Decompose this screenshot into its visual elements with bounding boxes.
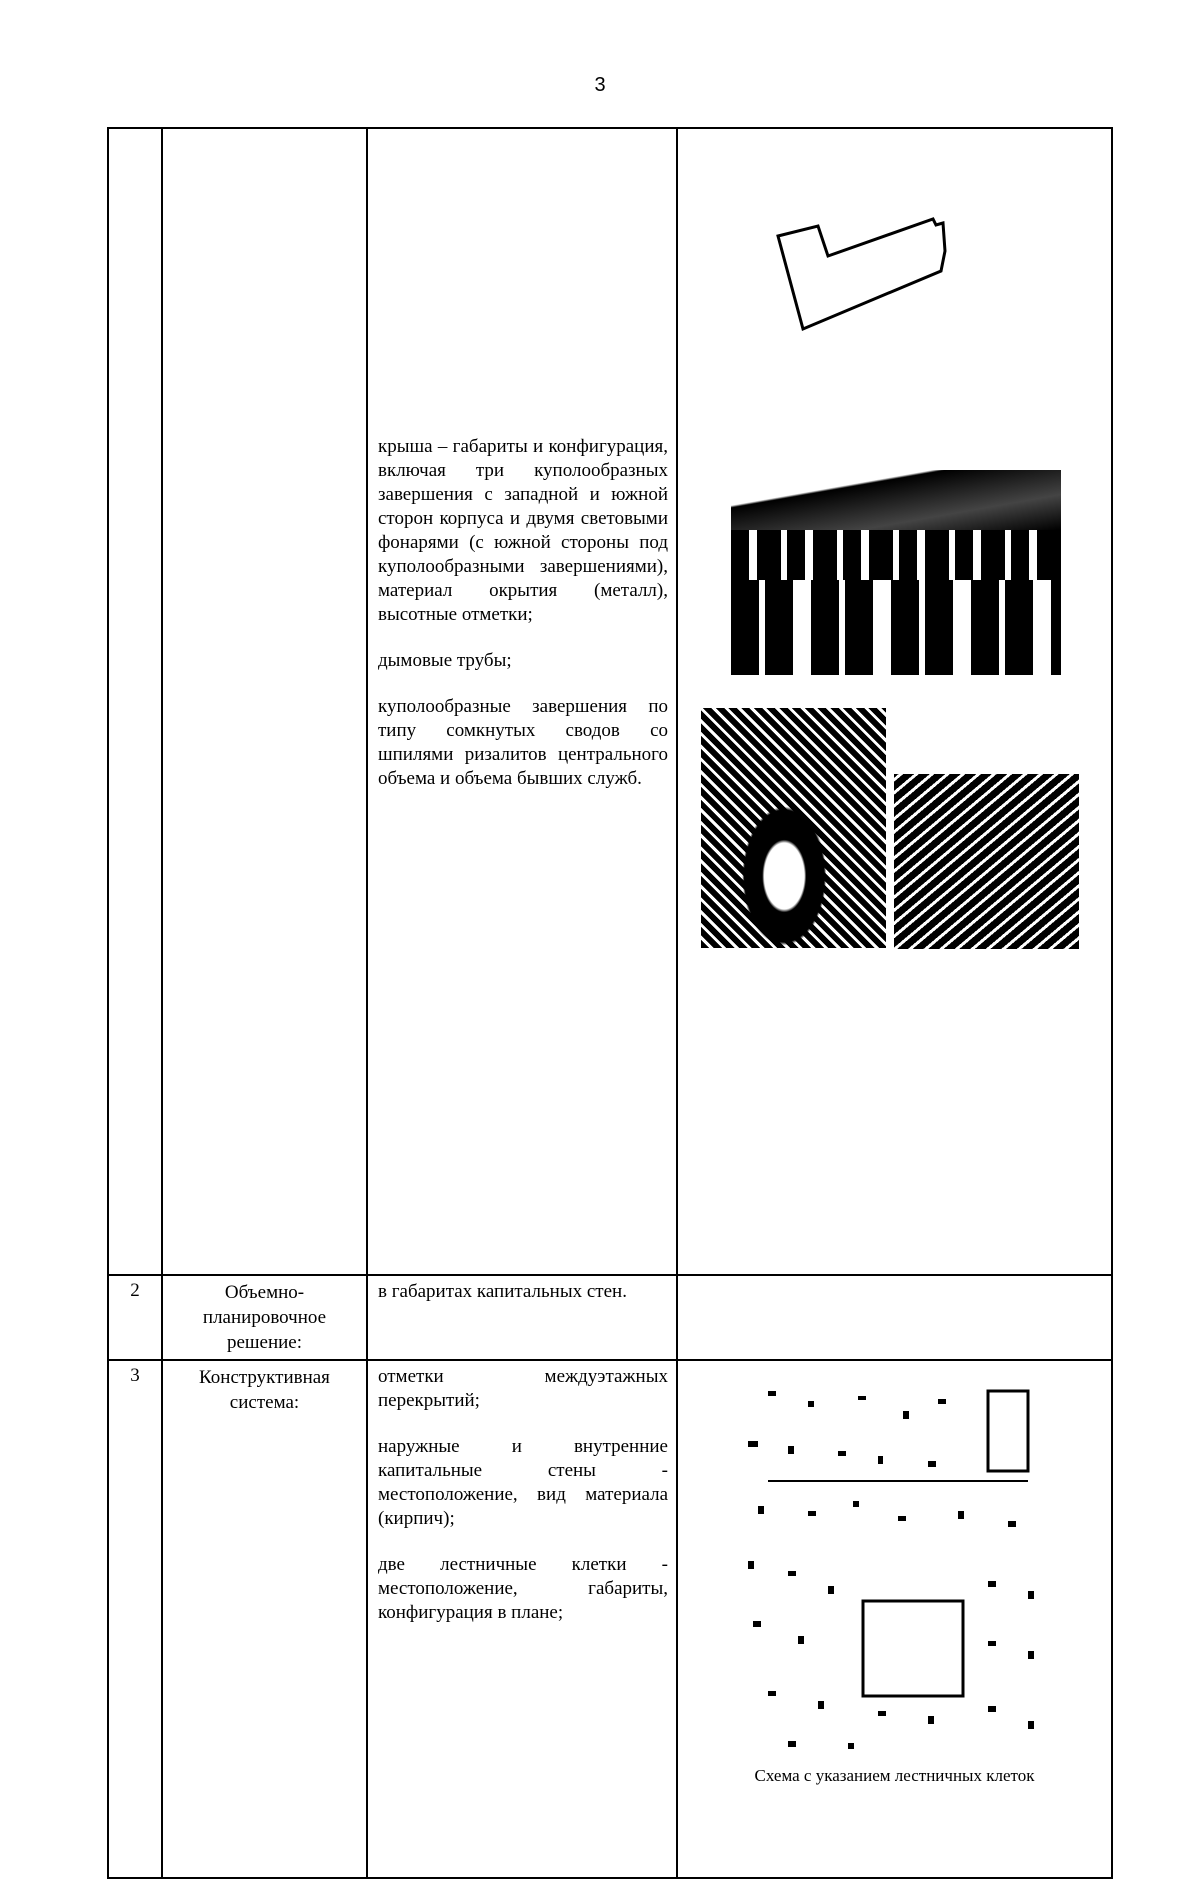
roof-outline-plan xyxy=(773,211,983,341)
description-paragraph: куполообразные завершения по типу сомкнутых сводов со шпилями ризалитов центрального объема и объема бывших служб. xyxy=(378,696,668,789)
floor-plan-stairwells xyxy=(728,1371,1068,1756)
protection-subject-table xyxy=(107,127,1113,1879)
description-paragraph: две лестничные клетки - местоположение, габариты, конфигурация в плане; xyxy=(378,1554,668,1623)
row-name xyxy=(162,128,367,1275)
table-row xyxy=(108,1275,1112,1360)
table-row xyxy=(108,1360,1112,1878)
dome-roof-photo-right xyxy=(894,699,1079,949)
dome-roof-photo-left xyxy=(701,708,886,948)
description-paragraph: наружные и внутренние капитальные стены - местоположение, вид материала (кирпич); xyxy=(378,1436,668,1529)
page-number: 3 xyxy=(594,74,606,96)
table-row xyxy=(108,128,1112,1275)
description-paragraph: дымовые трубы; xyxy=(378,650,512,671)
row-description xyxy=(367,1360,677,1878)
description-paragraph: в габаритах капитальных стен. xyxy=(378,1281,627,1302)
row-description xyxy=(367,128,677,1275)
row-description xyxy=(367,1275,677,1360)
row-number xyxy=(108,128,162,1275)
description-paragraph: крыша – габариты и конфигурация, включая три куполообразных завершения с западной и южной сторон корпуса и двумя световыми фонарями (с южной стороны под куполообразными завершениями), материал окрытия (металл), высотные отметки; xyxy=(378,436,668,625)
row-images xyxy=(677,1275,1112,1360)
description-paragraph: отметки междуэтажных перекрытий; xyxy=(378,1366,668,1411)
row-images xyxy=(677,128,1112,1275)
row-name: Объемно-планировочное решение: xyxy=(162,1275,367,1360)
floor-plan-caption: Схема с указанием лестничных клеток xyxy=(754,1766,1035,1785)
row-images xyxy=(677,1360,1112,1878)
row-number: 2 xyxy=(108,1275,162,1360)
row-name: Конструктивная система: xyxy=(162,1360,367,1878)
building-facade-photo xyxy=(731,470,1061,675)
row-number: 3 xyxy=(108,1360,162,1878)
